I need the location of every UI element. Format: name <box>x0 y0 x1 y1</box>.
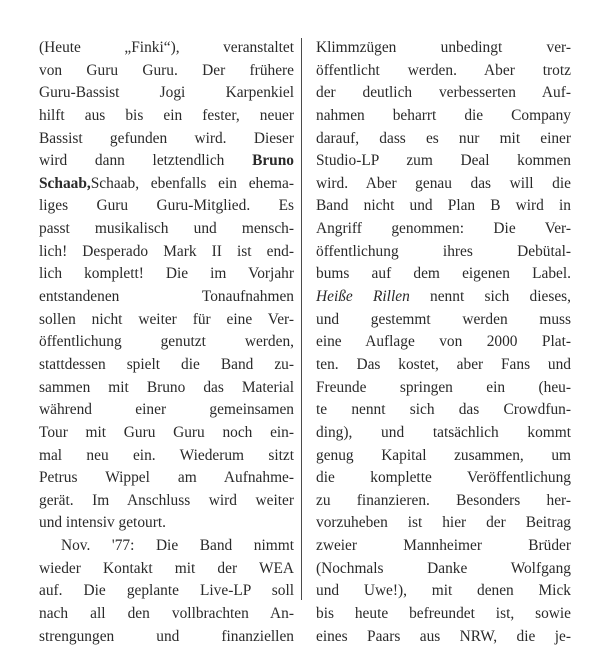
text-line: lich! Desperado Mark II ist end- <box>39 242 294 260</box>
text-line: Petrus Wippel am Aufnahme- <box>39 469 294 487</box>
text-line: Bassist gefunden wird. Dieser <box>39 129 294 147</box>
text-line: bis heute befreundet ist, sowie <box>316 605 571 623</box>
text-line: ten. Das kostet, aber Fans und <box>316 355 571 373</box>
text-line: sammen mit Bruno das Material <box>39 378 294 396</box>
text-line: (Nochmals Danke Wolfgang <box>316 559 571 577</box>
text-line: von Guru Guru. Der frühere <box>39 61 294 79</box>
text-fragment: nennt sich dieses, <box>430 288 571 306</box>
text-line: te nennt sich das Crowdfun- <box>316 401 571 419</box>
text-line: sollen nicht weiter für eine Ver- <box>39 310 294 328</box>
text-line: der deutlich verbesserten Auf- <box>316 84 571 102</box>
text-line: öffentlicht werden. Aber trotz <box>316 61 571 79</box>
band-member-name: Bruno <box>252 152 294 170</box>
album-title: Heiße Rillen <box>316 288 410 306</box>
text-line: Angriff genommen: Die Ver- <box>316 220 571 238</box>
text-line: öffentlichung genutzt werden, <box>39 333 294 351</box>
text-line: Tour mit Guru Guru noch ein- <box>39 423 294 441</box>
text-line: hilft aus bis ein fester, neuer <box>39 106 294 124</box>
text-line: entstandenen Tonaufnahmen <box>39 288 294 306</box>
text-line: Studio-LP zum Deal kommen <box>316 152 571 170</box>
band-member-name: Schaab, <box>39 174 91 192</box>
paragraph-start-line: Nov. '77: Die Band nimmt <box>61 537 294 555</box>
text-line: genug Kapital zusammen, um <box>316 446 571 464</box>
text-line: stattdessen spielt die Band zu- <box>39 355 294 373</box>
text-line: liges Guru Guru-Mitglied. Es <box>39 197 294 215</box>
text-line: darauf, dass es nur mit einer <box>316 129 571 147</box>
text-line: wieder Kontakt mit der WEA <box>39 559 294 577</box>
text-line: wird. Aber genau das will die <box>316 174 571 192</box>
text-line: Guru-Bassist Jogi Karpenkiel <box>39 84 294 102</box>
text-line: lich komplett! Die im Vorjahr <box>39 265 294 283</box>
text-line: gerät. Im Anschluss wird weiter <box>39 491 294 509</box>
text-line: auf. Die geplante Live-LP soll <box>39 582 294 600</box>
text-line: mal neu ein. Wiederum sitzt <box>39 446 294 464</box>
text-line: Freunde springen ein (heu- <box>316 378 571 396</box>
text-line: ding), und tatsächlich kommt <box>316 423 571 441</box>
text-fragment: wird dann letztendlich <box>39 152 225 170</box>
text-line: während einer gemeinsamen <box>39 401 294 419</box>
text-line: strengungen und finanziellen <box>39 627 294 645</box>
text-line: nahmen beharrt die Company <box>316 106 571 124</box>
text-line-with-name <box>39 150 294 173</box>
text-line: nach all den vollbrachten An- <box>39 605 294 623</box>
column-divider <box>301 38 302 600</box>
text-fragment: Schaab, ebenfalls ein ehema- <box>90 174 294 192</box>
text-line: zweier Mannheimer Brüder <box>316 537 571 555</box>
text-line: bums auf dem eigenen Label. <box>316 265 571 283</box>
text-line: vorzuheben ist hier der Beitrag <box>316 514 571 532</box>
text-line-with-name <box>39 173 294 196</box>
text-line: und Uwe!), mit denen Mick <box>316 582 571 600</box>
text-line: eines Paars aus NRW, die je- <box>316 627 571 645</box>
left-column <box>39 37 294 648</box>
text-line: und gestemmt werden muss <box>316 310 571 328</box>
right-column <box>316 37 571 648</box>
text-line: (Heute „Finki“), veranstaltet <box>39 39 294 56</box>
text-line: die komplette Veröffentlichung <box>316 469 571 487</box>
text-line-with-title <box>316 286 571 309</box>
text-line: passt musikalisch und mensch- <box>39 220 294 238</box>
text-line: Band nicht und Plan B wird in <box>316 197 571 215</box>
text-line: Klimmzügen unbedingt ver- <box>316 39 571 56</box>
text-line: zu finanzieren. Besonders her- <box>316 491 571 509</box>
text-line: und intensiv getourt. <box>39 514 166 532</box>
text-line: eine Auflage von 2000 Plat- <box>316 333 571 351</box>
text-line: öffentlichung ihres Debütal- <box>316 242 571 260</box>
